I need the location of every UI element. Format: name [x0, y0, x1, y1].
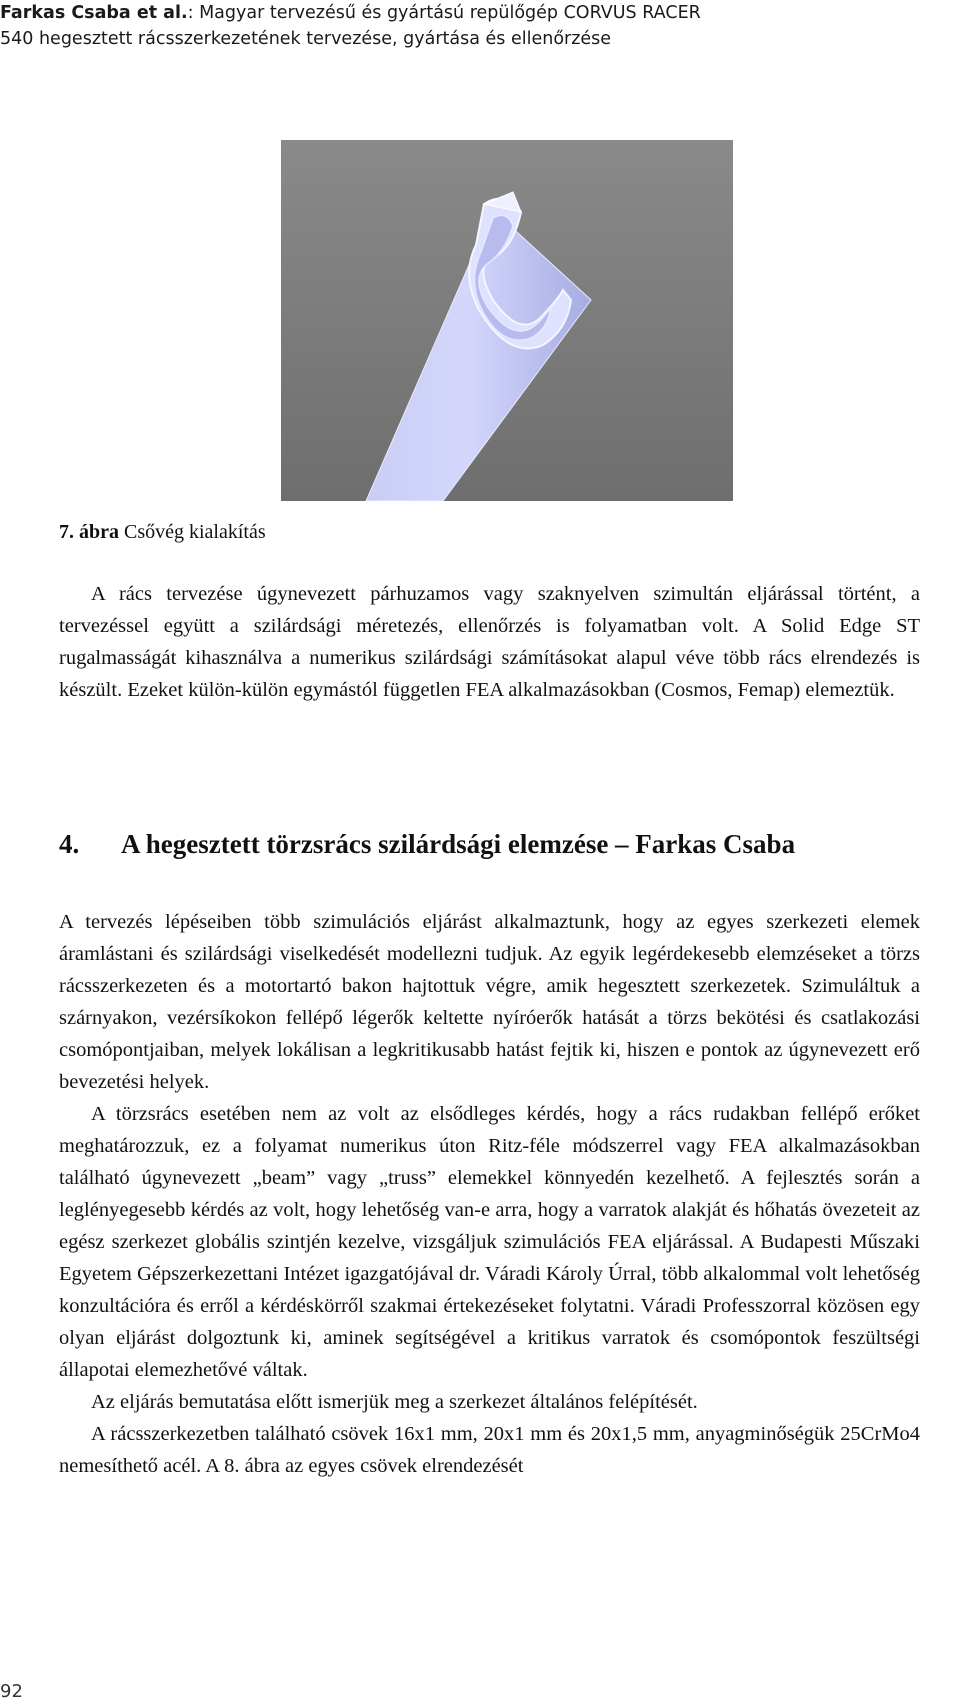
section-title: A hegesztett törzsrács szilárdsági elemzése – Farkas Csaba	[121, 829, 796, 859]
section-number: 4.	[59, 829, 80, 859]
section-heading	[59, 826, 920, 862]
body-paragraph: Az eljárás bemutatása előtt ismerjük meg a szerkezet általános felépítését.	[91, 1391, 698, 1413]
body-paragraph: A törzsrács esetében nem az volt az elsődleges kérdés, hogy a rács rudakban fellépő erőket meghatározzuk, ez a folyamat numerikus úton Ritz-féle módszerrel vagy FEA alkalmazásokban található úgynevezett „beam” vagy „truss” elemekkel könnyedén kezelhető. A fejlesztés során a leglényegesebb kérdés az volt, hogy lehetőség van-e arra, hogy a varratok alakját és hőhatás övezeteit az egész szerkezet globális szintjén kezelve, vizsgáljuk szimulációs FEA eljárással. A Budapesti Műszaki Egyetem Gépszerkezettani Intézet igazgatójával dr. Váradi Károly Úrral, több alkalommal volt lehetőség konzultációra és erről a kérdéskörről szakmai értekezéseket folytatni. Váradi Professzorral közösen egy olyan eljárást dolgoztunk ki, aminek segítségével a kritikus varratok és csomópontok feszültségi állapotai elemezhetővé váltak.	[59, 1103, 920, 1381]
tube-render	[281, 140, 733, 501]
body-paragraph: A rácsszerkezetben található csövek 16x1 mm, 20x1 mm és 20x1,5 mm, anyagminőségük 25CrMo4 nemesíthető acél. A 8. ábra az egyes csövek elrendezését	[59, 1423, 920, 1477]
running-header	[0, 0, 720, 52]
page-number: 92	[0, 1681, 23, 1702]
intro-paragraph: A rács tervezése úgynevezett párhuzamos vagy szaknyelven szimultán eljárással történt, a tervezéssel együtt a szilárdsági méretezés, ellenőrzés is folyamatban volt. A Solid Edge ST rugalmasságát kihasználva a numerikus szilárdsági számításokat alapul véve több rács elrendezés is készült. Ezeket külön-külön egymástól független FEA alkalmazásokban (Cosmos, Femap) elemeztük.	[59, 583, 920, 701]
header-authors: Farkas Csaba et al.	[0, 3, 188, 23]
header-title: : Magyar tervezésű és gyártású repülőgép CORVUS RACER 540 hegesztett rácsszerkezetének tervezése, gyártása és ellenőrzése	[0, 3, 701, 49]
intro-section	[59, 578, 920, 706]
figure-caption	[59, 519, 266, 545]
body-paragraph: A tervezés lépéseiben több szimulációs eljárást alkalmaztunk, hogy az egyes szerkezeti elemek áramlástani és szilárdsági viselkedését modellezni tudjuk. Az egyik legérdekesebb elemzéseket a törzs rácsszerkezeten és a motortartó bakon hajtottuk végre, amik hegesztett szerkezetek. Szimuláltuk a szárnyakon, vezérsíkokon fellépő légerők keltette nyíróerők hatását a törzs bekötési és csatlakozási csomópontjaiban, melyek lokálisan a legkritikusabb hatást fejtik ki, hiszen e pontok az úgynevezett erő bevezetési helyek.	[59, 911, 920, 1093]
tube-end-figure	[281, 140, 733, 501]
figure-label: 7. ábra	[59, 521, 119, 543]
section-body	[59, 906, 920, 1482]
figure-caption-text: Csővég kialakítás	[119, 521, 266, 543]
